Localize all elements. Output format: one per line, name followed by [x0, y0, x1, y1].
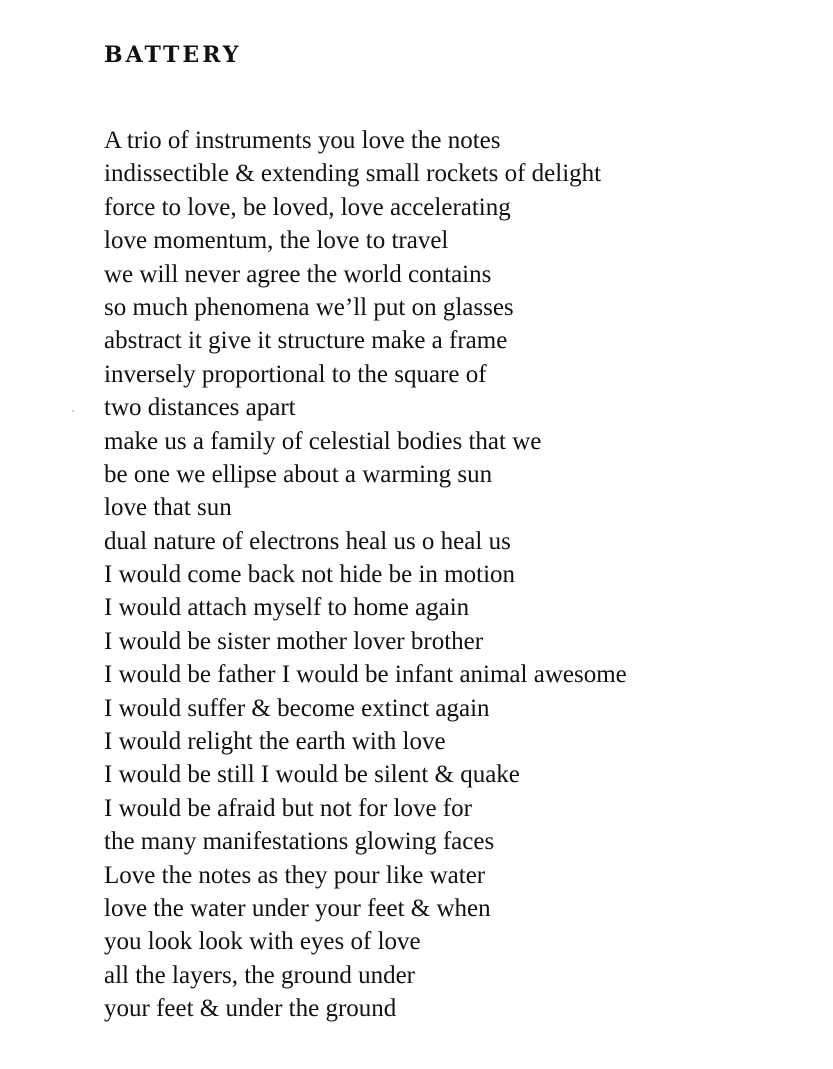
poem-line: so much phenomena we’ll put on glasses [104, 293, 514, 321]
poem-line: love the water under your feet & when [104, 894, 491, 922]
poem-line: you look look with eyes of love [104, 928, 421, 956]
poem-line: I would be still I would be silent & quake [104, 761, 520, 789]
poem-line: inversely proportional to the square of [104, 360, 487, 388]
poem-line: the many manifestations glowing faces [104, 828, 495, 856]
poem-line: I would be sister mother lover brother [104, 627, 484, 655]
poem-line: I would be father I would be infant animal awesome [104, 661, 627, 689]
poem-line: we will never agree the world contains [104, 260, 492, 288]
poem-line: I would be afraid but not for love for [104, 794, 472, 822]
poem-line: love momentum, the love to travel [104, 227, 449, 255]
poem-line: I would relight the earth with love [104, 728, 446, 756]
poem-line: dual nature of electrons heal us o heal us [104, 527, 511, 555]
poem-line: force to love, be loved, love accelerating [104, 193, 511, 221]
poem-line: I would attach myself to home again [104, 594, 470, 622]
poem-title: BATTERY [104, 42, 242, 68]
poem-line: two distances apart [104, 394, 296, 422]
poem-line: abstract it give it structure make a frame [104, 327, 508, 355]
poem-line: A trio of instruments you love the notes [104, 127, 501, 154]
poem-line: indissectible & extending small rockets of delight [104, 160, 602, 188]
poem-line: I would suffer & become extinct again [104, 694, 490, 722]
poem-line: Love the notes as they pour like water [104, 861, 486, 889]
poem-line: all the layers, the ground under [104, 961, 416, 989]
poem-body [104, 124, 627, 1026]
poem-line: be one we ellipse about a warming sun [104, 460, 493, 488]
poem-line: make us a family of celestial bodies that we [104, 427, 542, 455]
poem-line: I would come back not hide be in motion [104, 561, 516, 589]
poem-line: your feet & under the ground [104, 995, 397, 1023]
poem-line: love that sun [104, 494, 232, 522]
scan-speck [72, 410, 74, 412]
